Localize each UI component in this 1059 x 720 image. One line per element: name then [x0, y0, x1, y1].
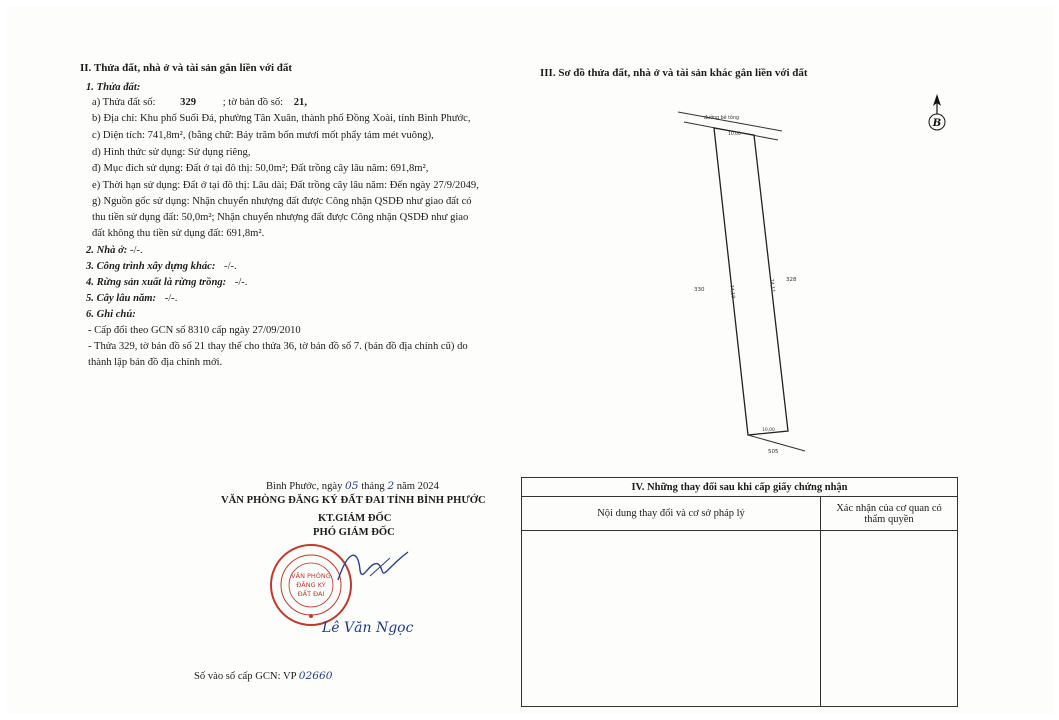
parcel-diagram [670, 95, 960, 465]
stamp-text-2: ĐĂNG KÝ [296, 581, 326, 589]
deputy-director-title: PHÓ GIÁM ĐỐC [313, 527, 395, 538]
confirm-line-2: thẩm quyền [864, 513, 914, 525]
trees-heading: 5. Cây lâu năm: [86, 293, 157, 304]
changes-col-content: Nội dung thay đổi và cơ sở pháp lý [522, 497, 821, 531]
house-line [86, 244, 143, 257]
registry-number: 02660 [298, 670, 333, 682]
signature-scribble-icon [330, 540, 420, 590]
bottom-width-label: 10,00 [762, 428, 775, 433]
map-prefix: ; tờ bản đồ số: [222, 97, 284, 108]
north-letter: B [932, 118, 942, 129]
date-day: 05 [345, 480, 359, 492]
signer-name: Lê Văn Ngọc [322, 620, 414, 636]
left-neighbor-label: 330 [694, 287, 705, 293]
right-neighbor-label: 328 [786, 277, 797, 283]
term-line: e) Thời hạn sử dụng: Đất ở tại đô thị: Lâu dài; Đất trồng cây lâu năm: Đến ngày 27/9/2049, [92, 180, 479, 191]
parcel-number: 329 [180, 97, 197, 108]
forest-value: -/-. [234, 277, 248, 288]
changes-table [521, 477, 958, 707]
stamp-text-3: ĐẤT ĐAI [297, 590, 325, 598]
notes-heading: 6. Ghi chú: [86, 309, 136, 320]
construction-line [86, 260, 237, 273]
trees-value: -/-. [164, 293, 178, 304]
section-2-title: II. Thửa đất, nhà ở và tài sản gắn liền với đất [80, 62, 293, 74]
date-year: năm 2024 [396, 481, 439, 492]
registry-line [194, 670, 332, 683]
trees-line [86, 292, 177, 305]
issue-date [266, 480, 439, 493]
area-line: c) Diện tích: 741,8m², (bằng chữ: Bảy trăm bốn mươi mốt phẩy tám mét vuông), [92, 130, 434, 141]
note-3: thành lập bản đồ địa chính mới. [88, 357, 223, 368]
origin-line-1: g) Nguồn gốc sử dụng: Nhận chuyển nhượng đất được Công nhận QSDĐ như giao đất có [92, 196, 472, 207]
changes-confirm-cell [821, 531, 958, 707]
date-month: 2 [387, 480, 395, 492]
forest-heading: 4. Rừng sản xuất là rừng trồng: [86, 277, 227, 288]
note-2: - Thửa 329, tờ bản đồ số 21 thay thế cho thửa 36, tờ bản đồ số 7. (bản đồ địa chính cũ) do [88, 341, 468, 352]
road-label: đường bê tông [704, 116, 740, 121]
left-side-label: 74,19 [728, 284, 735, 299]
forest-line [86, 276, 247, 289]
issuing-office: VĂN PHÒNG ĐĂNG KÝ ĐẤT ĐAI TỈNH BÌNH PHƯỚC [221, 495, 486, 506]
parcel-line [92, 96, 307, 109]
land-heading: 1. Thửa đất: [86, 82, 141, 93]
confirm-line-1: Xác nhận của cơ quan có [836, 502, 942, 514]
map-number: 21, [293, 97, 307, 108]
origin-line-3: đất không thu tiền sử dụng đất: 691,8m². [92, 228, 265, 239]
north-arrow-icon [924, 92, 950, 138]
construction-heading: 3. Công trình xây dựng khác: [86, 261, 216, 272]
parcel-prefix: a) Thửa đất số: [92, 97, 156, 108]
note-1: - Cấp đổi theo GCN số 8310 cấp ngày 27/09/2010 [88, 325, 301, 336]
bottom-neighbor-label: 505 [768, 449, 779, 455]
house-value: -/-. [129, 245, 143, 256]
construction-value: -/-. [224, 261, 237, 272]
top-width-label: 10,00 [728, 132, 741, 137]
date-prefix: Bình Phước, ngày [266, 481, 343, 492]
changes-col-confirm [821, 497, 958, 531]
right-side-label: 74,11 [768, 278, 775, 293]
origin-line-2: thu tiền sử dụng đất: 50,0m²; Nhận chuyển nhượng đất được Công nhận QSDĐ như giao [92, 212, 469, 223]
changes-content-cell [522, 531, 821, 707]
usage-form-line: d) Hình thức sử dụng: Sử dụng riêng, [92, 147, 251, 158]
changes-title: IV. Những thay đổi sau khi cấp giấy chứng nhận [522, 478, 958, 497]
house-heading: 2. Nhà ở: [86, 245, 128, 256]
address-line: b) Địa chỉ: Khu phố Suối Đá, phường Tân Xuân, thành phố Đồng Xoài, tỉnh Bình Phước, [92, 113, 471, 124]
purpose-line: đ) Mục đích sử dụng: Đất ở tại đô thị: 50,0m²; Đất trồng cây lâu năm: 691,8m², [92, 163, 429, 174]
section-3-title: III. Sơ đồ thửa đất, nhà ở và tài sản khác gắn liền với đất [540, 67, 808, 79]
stamp-text-1: VĂN PHÒNG [291, 572, 331, 580]
director-title: KT.GIÁM ĐỐC [318, 513, 392, 524]
registry-prefix: Số vào sổ cấp GCN: VP [194, 671, 297, 682]
month-prefix: tháng [361, 481, 385, 492]
